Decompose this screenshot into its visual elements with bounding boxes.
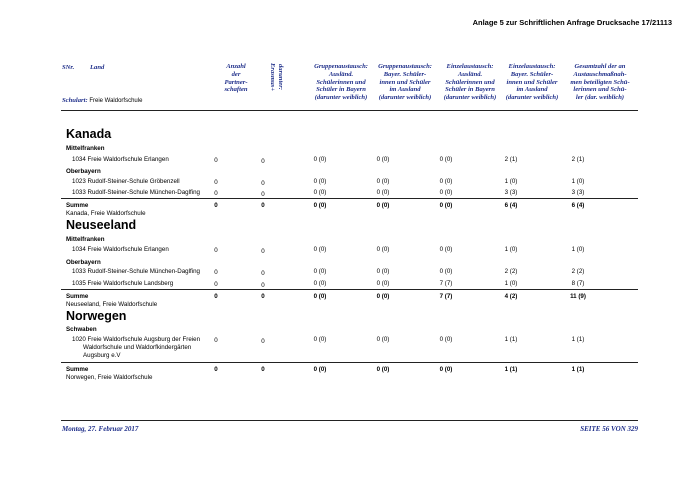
table-cell-value: 0 (0) (439, 336, 453, 343)
sum-cell-value: 1 (1) (571, 366, 585, 373)
sum-cell-value: 0 (0) (376, 366, 390, 373)
header-einzel-ausland (497, 63, 567, 102)
table-cell-value: 0 (0) (376, 268, 390, 275)
table-cell-value: 0 (0) (376, 246, 390, 253)
header-schulart (62, 97, 142, 104)
sum-cell-value: 1 (1) (504, 366, 518, 373)
header-land: Land (90, 64, 105, 71)
table-cell-value: 1 (0) (504, 246, 518, 253)
country-heading: Neuseeland (66, 218, 137, 232)
sum-keyword: Summe (66, 293, 89, 300)
table-cell-value: 0 (0) (376, 189, 390, 196)
school-name-line: Waldorfschule und Waldorfkindergärten (83, 344, 192, 351)
header-line: im Ausland (389, 86, 421, 94)
region-heading: Oberbayern (66, 259, 101, 266)
table-cell-value: 1 (0) (504, 280, 518, 287)
document-reference: Anlage 5 zur Schriftlichen Anfrage Drucksache 17/21113 (472, 18, 672, 27)
table-cell-value: 0 (0) (313, 280, 327, 287)
header-line: im Ausland (516, 86, 548, 94)
table-cell-value: 0 (0) (313, 178, 327, 185)
table-cell-value: 0 (214, 179, 218, 186)
school-name-line: 1033 Rudolf-Steiner-Schule München-Daglfing (72, 268, 200, 275)
school-name-line: 1020 Freie Waldorfschule Augsburg der Freien (72, 336, 201, 343)
sum-cell-value: 0 (261, 366, 265, 373)
header-line: Einzelaustausch: (446, 63, 494, 70)
header-erasmus (270, 63, 284, 111)
sum-cell-value: 4 (2) (504, 293, 518, 300)
header-line: Schüler in Bayern (445, 86, 495, 94)
header-line: Schüler in Bayern (316, 86, 366, 94)
sum-cell-value: 0 (0) (376, 202, 390, 209)
table-cell-value: 7 (7) (439, 280, 453, 287)
school-name-line: 1034 Freie Waldorfschule Erlangen (72, 156, 169, 163)
header-gruppen-ausland (370, 63, 440, 102)
footer-date: Montag, 27. Februar 2017 (62, 425, 139, 433)
table-cell-value: 0 (261, 248, 265, 255)
header-line: lerinnen und Schü- (573, 86, 627, 94)
sum-description: Neuseeland, Freie Waldorfschule (66, 301, 158, 308)
header-line: Ausländ. (457, 70, 483, 78)
sum-description: Norwegen, Freie Waldorfschule (66, 374, 153, 381)
header-einzel-bayern (435, 63, 505, 102)
header-line: schaften (224, 86, 248, 94)
table-cell-value: 0 (214, 337, 218, 344)
country-heading: Kanada (66, 127, 112, 141)
table-cell-value: 3 (3) (571, 189, 585, 196)
region-heading: Mittelfranken (66, 236, 105, 243)
table-cell-value: 0 (0) (313, 268, 327, 275)
header-partnerschaften (216, 63, 256, 94)
school-name (72, 246, 169, 254)
table-cell-value: 8 (7) (571, 280, 585, 287)
table-cell-value: 0 (214, 269, 218, 276)
school-name (72, 280, 173, 288)
sum-cell-value: 0 (214, 202, 218, 209)
header-line: (darunter weiblich) (314, 94, 368, 102)
school-name (72, 189, 200, 197)
header-line: Erasmus+ (269, 63, 277, 91)
table-cell-value: 0 (0) (376, 178, 390, 185)
table-cell-value: 0 (261, 191, 265, 198)
sum-keyword: Summe (66, 366, 89, 373)
table-cell-value: 0 (261, 338, 265, 345)
sum-cell-value: 0 (0) (313, 293, 327, 300)
header-line: (darunter weiblich) (378, 94, 432, 102)
table-cell-value: 0 (0) (376, 280, 390, 287)
school-name-line: 1035 Freie Waldorfschule Landsberg (72, 280, 174, 287)
table-cell-value: 2 (1) (504, 156, 518, 163)
sum-cell-value: 0 (261, 202, 265, 209)
table-cell-value: 0 (0) (376, 156, 390, 163)
sum-divider (61, 289, 638, 290)
school-name-line: Augsburg e.V (83, 352, 121, 359)
table-cell-value: 0 (0) (313, 189, 327, 196)
sum-label (66, 366, 152, 382)
school-name (72, 268, 200, 276)
schulart-label: Schulart: (62, 97, 88, 104)
header-line: Bayer. Schüler- (383, 70, 427, 78)
sum-cell-value: 7 (7) (439, 293, 453, 300)
table-cell-value: 0 (214, 247, 218, 254)
table-cell-value: 2 (1) (571, 156, 585, 163)
school-name-line: 1023 Rudolf-Steiner-Schule Gröbenzell (72, 178, 180, 185)
table-cell-value: 3 (3) (504, 189, 518, 196)
table-cell-value: 0 (261, 282, 265, 289)
header-line: Anzahl (226, 63, 246, 70)
sum-divider (61, 362, 638, 363)
sum-cell-value: 6 (4) (571, 202, 585, 209)
table-cell-value: 0 (0) (439, 246, 453, 253)
sum-cell-value: 0 (214, 366, 218, 373)
header-line: Schülerinnen und (316, 78, 366, 86)
footer-page-number: SEITE 56 VON 329 (580, 425, 638, 433)
header-line: Ausländ. (328, 70, 354, 78)
header-line: innen und Schüler (379, 78, 431, 86)
header-divider (61, 110, 638, 111)
header-line: darunter: (277, 63, 284, 90)
header-line: Partner- (224, 78, 248, 86)
sum-cell-value: 6 (4) (504, 202, 518, 209)
header-line: Einzelaustausch: (508, 63, 556, 70)
header-line: ler (dar. weiblich) (575, 94, 625, 102)
header-line: Schülerinnen und (445, 78, 495, 86)
table-cell-value: 0 (214, 281, 218, 288)
table-cell-value: 0 (261, 158, 265, 165)
sum-cell-value: 0 (261, 293, 265, 300)
table-cell-value: 2 (2) (504, 268, 518, 275)
school-name-line: 1033 Rudolf-Steiner-Schule München-Daglfing (72, 189, 200, 196)
header-line: innen und Schüler (506, 78, 558, 86)
school-name (72, 178, 180, 186)
header-line: (darunter weiblich) (443, 94, 497, 102)
sum-cell-value: 0 (0) (376, 293, 390, 300)
header-line: Gruppenaustausch: (314, 63, 368, 70)
sum-cell-value: 0 (0) (439, 366, 453, 373)
header-line: Gruppenaustausch: (378, 63, 432, 70)
header-line: men beteiligten Schü- (570, 78, 630, 86)
table-cell-value: 0 (261, 270, 265, 277)
table-cell-value: 1 (1) (571, 336, 585, 343)
region-heading: Mittelfranken (66, 145, 105, 152)
table-cell-value: 2 (2) (571, 268, 585, 275)
schulart-value: Freie Waldorfschule (89, 98, 143, 104)
table-cell-value: 1 (0) (504, 178, 518, 185)
sum-cell-value: 0 (0) (313, 202, 327, 209)
table-cell-value: 0 (0) (439, 156, 453, 163)
sum-cell-value: 0 (0) (439, 202, 453, 209)
table-cell-value: 0 (261, 180, 265, 187)
header-snr: SNr. (62, 64, 75, 71)
table-cell-value: 1 (1) (504, 336, 518, 343)
country-heading: Norwegen (66, 309, 127, 323)
sum-description: Kanada, Freie Waldorfschule (66, 210, 146, 217)
header-line: der (231, 70, 241, 78)
sum-keyword: Summe (66, 202, 89, 209)
sum-cell-value: 11 (9) (570, 293, 586, 300)
sum-label (66, 293, 157, 309)
school-name-line: 1034 Freie Waldorfschule Erlangen (72, 246, 169, 253)
region-heading: Schwaben (66, 326, 97, 333)
sum-divider (61, 198, 638, 199)
table-cell-value: 1 (0) (571, 246, 585, 253)
header-line: Gesamtzahl der an (574, 63, 626, 70)
sum-cell-value: 0 (214, 293, 218, 300)
table-cell-value: 0 (0) (439, 178, 453, 185)
header-gruppen-bayern (306, 63, 376, 102)
table-cell-value: 0 (0) (313, 156, 327, 163)
table-cell-value: 0 (0) (313, 336, 327, 343)
table-cell-value: 0 (0) (313, 246, 327, 253)
table-cell-value: 0 (0) (439, 268, 453, 275)
header-line: (darunter weiblich) (505, 94, 559, 102)
sum-label (66, 202, 146, 218)
region-heading: Oberbayern (66, 168, 101, 175)
school-name (72, 336, 200, 360)
table-cell-value: 0 (0) (439, 189, 453, 196)
school-name (72, 156, 169, 164)
sum-cell-value: 0 (0) (313, 366, 327, 373)
table-cell-value: 0 (214, 157, 218, 164)
header-line: Austauschmaßnah- (573, 70, 627, 78)
table-cell-value: 0 (214, 190, 218, 197)
table-cell-value: 0 (0) (376, 336, 390, 343)
header-line: Bayer. Schüler- (510, 70, 554, 78)
footer-divider (61, 420, 638, 421)
header-gesamtzahl (562, 63, 638, 102)
table-cell-value: 1 (0) (571, 178, 585, 185)
